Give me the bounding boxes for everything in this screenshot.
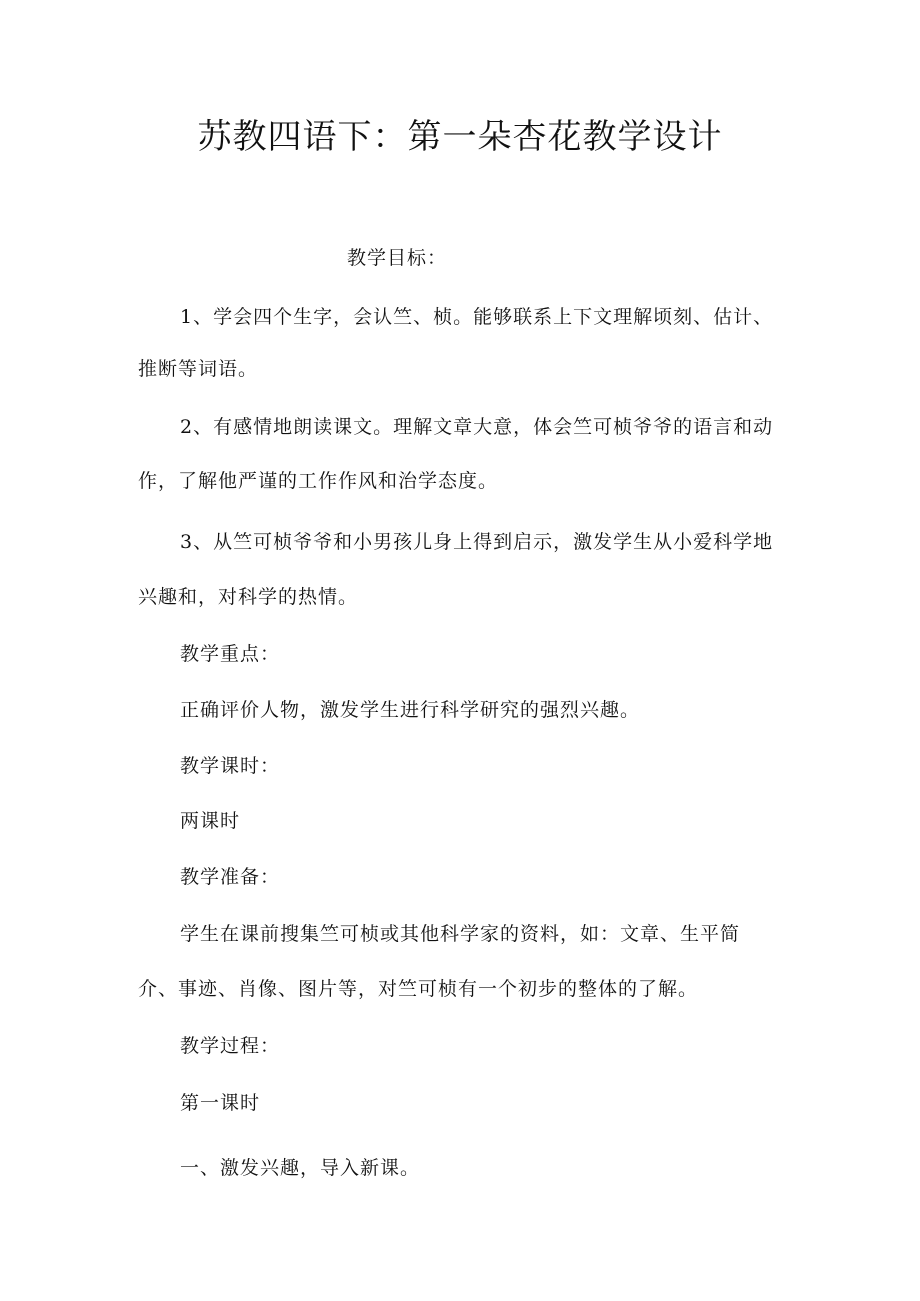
- goal-3-line-2: 兴趣和，对科学的热情。: [138, 586, 359, 608]
- heading-key-points: 教学重点：: [180, 643, 281, 665]
- heading-teaching-goals: 教学目标：: [347, 247, 448, 269]
- heading-preparation: 教学准备：: [180, 866, 281, 888]
- heading-class-hours: 教学课时：: [180, 755, 281, 777]
- goal-2-line-2: 作，了解他严谨的工作作风和治学态度。: [138, 470, 499, 492]
- first-lesson-heading: 第一课时: [180, 1092, 261, 1114]
- goal-2-line-1: 2、有感情地朗读课文。理解文章大意，体会竺可桢爷爷的语言和动: [180, 416, 774, 438]
- goal-3-line-1: 3、从竺可桢爷爷和小男孩儿身上得到启示，激发学生从小爱科学地: [180, 531, 774, 553]
- preparation-line-1: 学生在课前搜集竺可桢或其他科学家的资料，如：文章、生平简: [180, 923, 741, 945]
- goal-1-line-2: 推断等词语。: [138, 358, 259, 380]
- heading-process: 教学过程：: [180, 1035, 281, 1057]
- goal-1-line-1: 1、学会四个生字，会认竺、桢。能够联系上下文理解顷刻、估计、: [180, 306, 774, 328]
- document-title: 苏教四语下：第一朵杏花教学设计: [197, 117, 723, 157]
- key-points-text: 正确评价人物，激发学生进行科学研究的强烈兴趣。: [180, 699, 641, 721]
- class-hours-text: 两课时: [180, 810, 241, 832]
- preparation-line-2: 介、事迹、肖像、图片等，对竺可桢有一个初步的整体的了解。: [138, 978, 699, 1000]
- section-one-heading: 一、激发兴趣，导入新课。: [180, 1157, 421, 1179]
